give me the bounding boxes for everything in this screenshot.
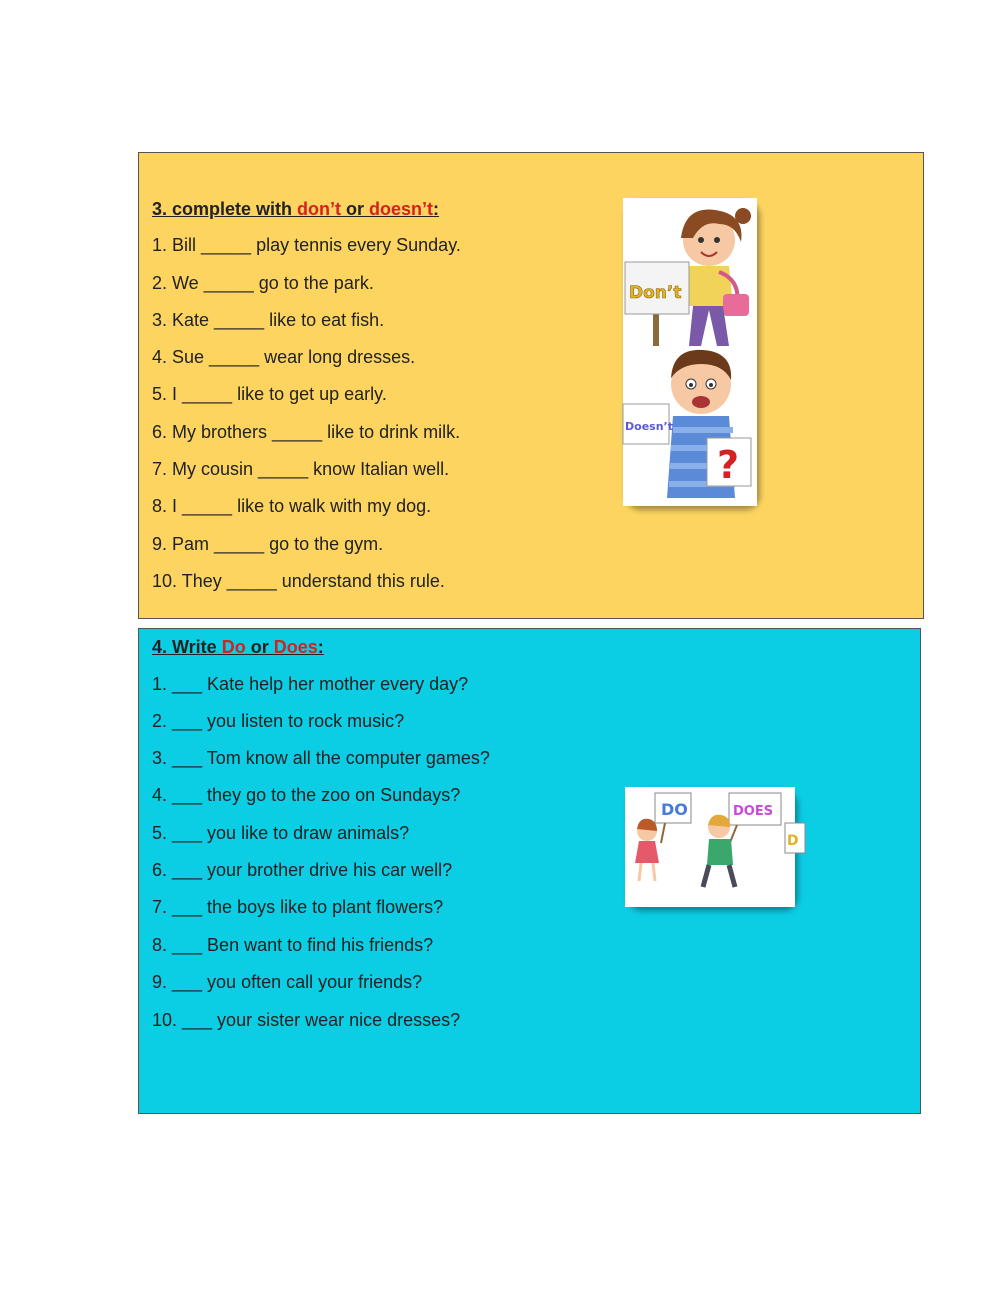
girl-dress <box>635 841 659 863</box>
dont-sign-text: Don’t <box>629 283 682 303</box>
exercise-3-item: 9. Pam _____ go to the gym. <box>152 534 384 554</box>
do-sign-text: DO <box>661 800 688 819</box>
edge-sign-text: D <box>787 833 799 849</box>
exercise-4-item: 8. ___ Ben want to find his friends? <box>152 935 434 955</box>
exercise-3-item: 2. We _____ go to the park. <box>152 273 374 293</box>
exercise-3-item: 7. My cousin _____ know Italian well. <box>152 459 450 479</box>
exercise-4-item: 10. ___ your sister wear nice dresses? <box>152 1010 461 1030</box>
exercise-4-item: 6. ___ your brother drive his car well? <box>152 860 453 880</box>
question-mark: ? <box>717 443 740 487</box>
exercise-4-item: 3. ___ Tom know all the computer games? <box>152 748 490 768</box>
exercise-3-heading: 3. complete with don’t or doesn’t: <box>152 199 440 219</box>
keyword-doesnt: doesn’t <box>369 199 434 219</box>
exercise-4-box <box>138 628 921 1114</box>
exercise-4-item: 4. ___ they go to the zoo on Sundays? <box>152 785 461 805</box>
exercise-4-item: 5. ___ you like to draw animals? <box>152 823 410 843</box>
exercise-3-item: 8. I _____ like to walk with my dog. <box>152 496 432 516</box>
exercise-3-item: 5. I _____ like to get up early. <box>152 384 387 404</box>
exercise-4-item: 9. ___ you often call your friends? <box>152 972 423 992</box>
does-sign-text: DOES <box>733 804 774 819</box>
exercise-4-item: 1. ___ Kate help her mother every day? <box>152 674 469 694</box>
exercise-4-item: 2. ___ you listen to rock music? <box>152 711 405 731</box>
keyword-do: Do <box>221 637 246 657</box>
exercise-4-heading: 4. Write Do or Does: <box>152 637 324 657</box>
exercise-3-item: 4. Sue _____ wear long dresses. <box>152 347 416 367</box>
girl-bag <box>723 294 749 316</box>
boy-shirt <box>707 839 733 865</box>
exercise-3-item: 3. Kate _____ like to eat fish. <box>152 310 385 330</box>
exercise-4-item: 7. ___ the boys like to plant flowers? <box>152 897 444 917</box>
keyword-dont: don’t <box>297 199 342 219</box>
exercise-3-item: 1. Bill _____ play tennis every Sunday. <box>152 235 461 255</box>
exercise-3-item: 10. They _____ understand this rule. <box>152 571 445 591</box>
do-does-illustration <box>625 787 799 907</box>
exercise-3-item: 6. My brothers _____ like to drink milk. <box>152 422 461 442</box>
dont-doesnt-illustration <box>623 198 757 506</box>
exercise-3-box <box>138 152 924 619</box>
keyword-does: Does <box>273 637 318 657</box>
doesnt-sign-text: Doesn’t <box>625 420 673 433</box>
